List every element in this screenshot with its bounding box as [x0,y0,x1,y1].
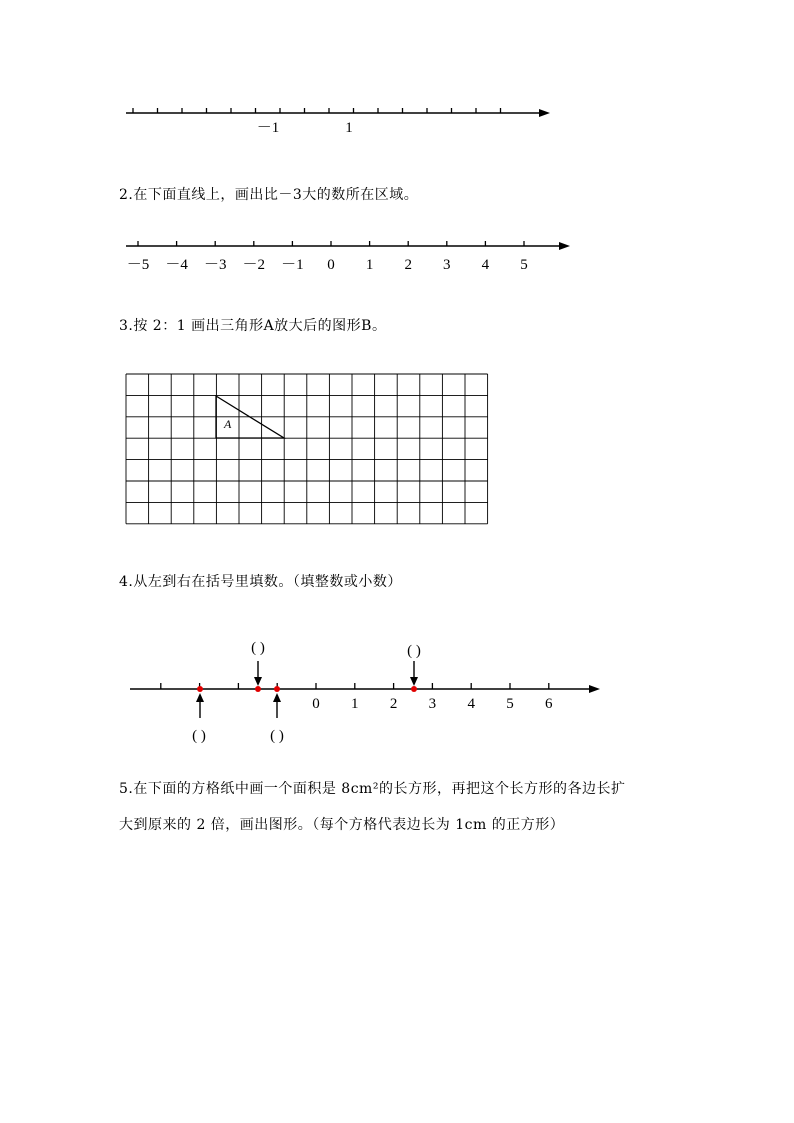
nl4-label: 3 [428,696,437,712]
nl4-label: 4 [467,696,475,712]
nl2-label: 0 [327,257,335,273]
nl2-label: 3 [443,257,451,273]
nl2-label: －4 [165,257,188,273]
nl4-label: 0 [312,696,320,712]
nl2-label: 1 [365,257,374,273]
arrow-up-icon [273,693,281,718]
nl2-label: 5 [520,257,528,273]
nl4-label: 6 [545,696,553,712]
nl4-label: 2 [389,696,398,712]
blank-top-1[interactable]: ( ) [251,640,265,656]
nl2-label: －1 [281,257,304,273]
point-dot-4 [411,686,417,692]
q4-prompt: 4.从左到右在括号里填数。（填整数或小数） [119,574,402,590]
point-dot-3 [274,686,280,692]
nl1-label-neg1: －1 [256,120,280,136]
nl2-label: 2 [404,257,412,273]
point-dot-2 [255,686,261,692]
point-dot-1 [197,686,203,692]
q3-prompt: 3.按 2：1 画出三角形A放大后的图形B。 [119,318,387,334]
nl4-label: 1 [351,696,359,712]
q5-prompt-line2: 大到原来的 2 倍，画出图形。（每个方格代表边长为 1cm 的正方形） [119,817,565,833]
nl2-label: －3 [203,257,227,273]
arrow-down-icon [410,661,418,686]
nl2-label: 4 [481,257,490,273]
nl4-label: 5 [506,696,514,712]
nl2-label: －5 [126,257,150,273]
blank-bottom-2[interactable]: ( ) [270,728,284,744]
q2-prompt: 2.在下面直线上，画出比－3大的数所在区域。 [119,187,419,203]
arrow-down-icon [254,661,262,686]
nl2-label: －2 [242,257,266,273]
nl1-label-1: 1 [345,120,353,136]
triangle-a-label: A [224,417,232,431]
arrow-up-icon [196,693,204,718]
blank-bottom-1[interactable]: ( ) [192,728,206,744]
blank-top-2[interactable]: ( ) [407,643,421,659]
q5-prompt-line1: 5.在下面的方格纸中画一个面积是 8cm²的长方形，再把这个长方形的各边长扩 [119,781,626,797]
